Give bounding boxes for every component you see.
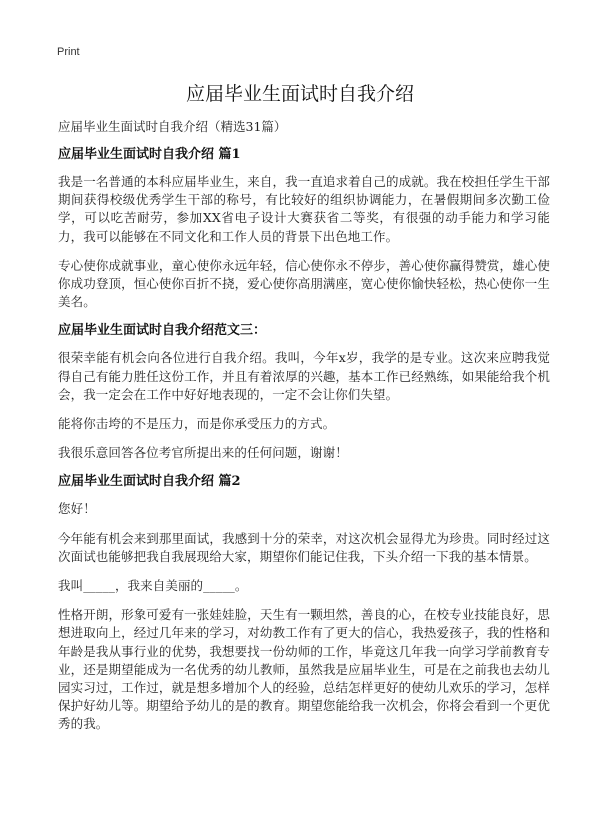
paragraph: 我是一名普通的本科应届毕业生，来自，我一直追求着自己的成就。我在校担任学生干部期间获得校级优秀学生干部的称号，有比较好的组织协调能力，在暑假期间多次勤工俭学，可以吃苦耐劳，参加XX省电子设计大赛获省二等奖，有很强的动手能力和学习能力，我可以能够在不同文化和工作人员的背景下出色地工作。 [58, 174, 550, 244]
section-3 [58, 473, 550, 733]
paragraph: 很荣幸能有机会向各位进行自我介绍。我叫，今年x岁，我学的是专业。这次来应聘我觉得自己有能力胜任这份工作，并且有着浓厚的兴趣，基本工作已经熟练，如果能给我个机会，我一定会在工作中好好地表现的，一定不会让你们失望。 [58, 350, 550, 402]
page-title: 应届毕业生面试时自我介绍 [185, 83, 414, 105]
section-2 [58, 322, 550, 462]
paragraph: 专心使你成就事业，童心使你永远年轻，信心使你永不停步，善心使你赢得赞赏，雄心使你成功登顶，恒心使你百折不挠，爱心使你高朋满座，宽心使你愉快轻松，热心使你一生美名。 [58, 257, 550, 310]
document-body [58, 118, 550, 745]
section-1 [58, 146, 550, 311]
paragraph: 今年能有机会来到那里面试，我感到十分的荣幸，对这次机会显得尤为珍贵。同时经过这次面试也能够把我自我展现给大家，期望你们能记住我，下头介绍一下我的基本情景。 [58, 530, 550, 564]
print-label: Print [57, 46, 80, 58]
section-heading: 应届毕业生面试时自我介绍 篇1 [58, 147, 241, 162]
section-heading: 应届毕业生面试时自我介绍 篇2 [58, 474, 241, 490]
paragraph: 性格开朗，形象可爱有一张娃娃脸，天生有一颗坦然，善良的心，在校专业技能良好，思想进取向上，经过几年来的学习，对幼教工作有了更大的信心，我热爱孩子，我的性格和年龄是我从事行业的优势，我想要找一份幼师的工作，毕竟这几年我一向学习学前教育专业，还是期望能成为一名优秀的幼儿教师，虽然我是应届毕业生，可是在之前我也去幼儿园实习过，工作过，就是想多增加个人的经验，总结怎样更好的使幼儿欢乐的学习，怎样保护好幼儿等。期望给予幼儿的是的教育。期望您能给我一次机会，你将会看到一个更优秀的我。 [58, 607, 550, 732]
paragraph: 我叫_____，我来自美丽的_____。 [58, 578, 248, 594]
document-subtitle: 应届毕业生面试时自我介绍（精选31篇） [58, 119, 287, 134]
paragraph: 能将你击垮的不是压力，而是你承受压力的方式。 [58, 416, 336, 432]
paragraph: 您好！ [58, 501, 96, 517]
section-heading: 应届毕业生面试时自我介绍范文三： [58, 323, 267, 339]
paragraph: 我很乐意回答各位考官所提出来的任何问题，谢谢！ [58, 445, 348, 461]
